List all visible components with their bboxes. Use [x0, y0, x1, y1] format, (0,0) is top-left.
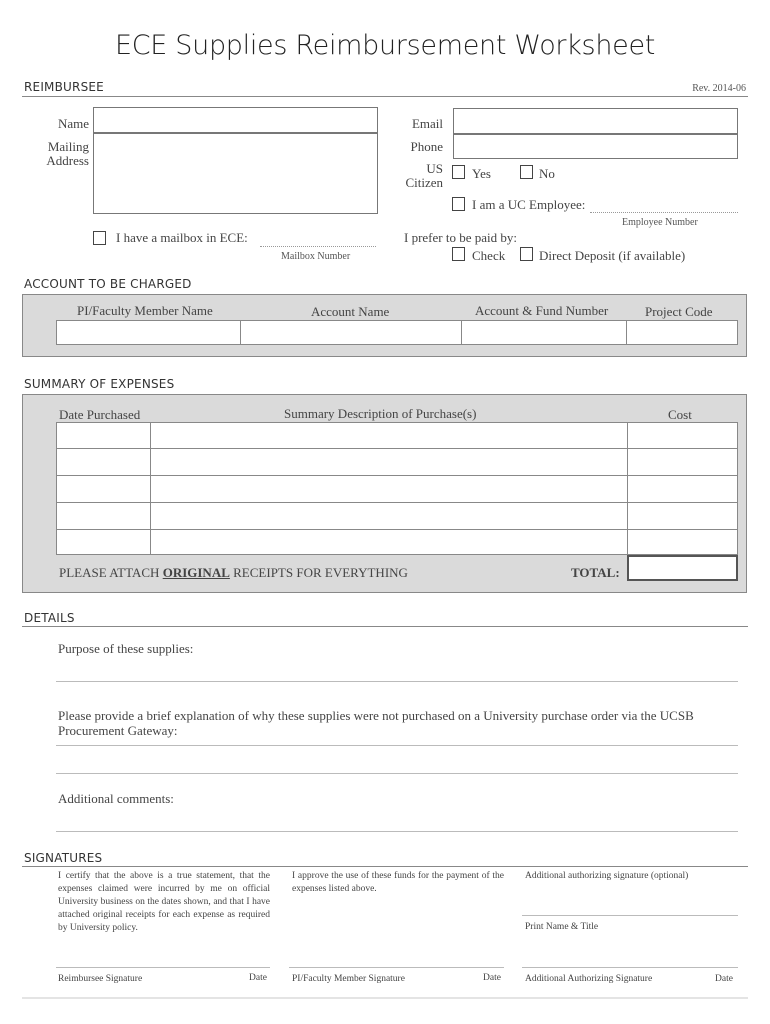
employee-number-label: Employee Number	[622, 217, 698, 228]
expense-description-field[interactable]	[150, 475, 628, 503]
print-name-label: Print Name & Title	[525, 922, 599, 932]
expense-description-field[interactable]	[150, 529, 628, 555]
reimbursee-heading: REIMBURSEE	[24, 80, 104, 94]
check-checkbox[interactable]	[452, 247, 465, 261]
additional-date-label: Date	[715, 974, 733, 984]
expense-cost-field[interactable]	[627, 502, 738, 530]
pi-date-label: Date	[483, 973, 501, 983]
expense-cost-field[interactable]	[627, 475, 738, 503]
footer-divider	[22, 997, 748, 999]
pi-signature-line[interactable]	[289, 967, 504, 968]
mailbox-number-label: Mailbox Number	[281, 251, 351, 262]
expense-cost-field[interactable]	[627, 422, 738, 449]
email-field[interactable]	[453, 108, 738, 134]
comments-line[interactable]	[56, 831, 738, 832]
citizen-no-label: No	[539, 166, 555, 181]
details-divider	[22, 626, 748, 627]
expense-date-field[interactable]	[56, 422, 151, 449]
pi-signature-label: PI/Faculty Member Signature	[292, 974, 405, 984]
expense-date-field[interactable]	[56, 529, 151, 555]
reimbursee-date-label: Date	[249, 973, 267, 983]
purpose-line[interactable]	[56, 681, 738, 682]
account-col-fund: Account & Fund Number	[475, 303, 609, 318]
mailbox-label: I have a mailbox in ECE:	[116, 230, 248, 245]
expenses-col-cost: Cost	[668, 407, 692, 422]
attach-suffix: RECEIPTS FOR EVERYTHING	[229, 565, 408, 580]
direct-deposit-label: Direct Deposit (if available)	[539, 248, 686, 263]
signatures-heading: SIGNATURES	[24, 851, 103, 865]
explanation-line-1[interactable]	[56, 745, 738, 746]
phone-label: Phone	[410, 139, 443, 154]
mailing-address-field[interactable]	[93, 133, 378, 214]
name-label: Name	[57, 116, 89, 131]
expenses-heading: SUMMARY OF EXPENSES	[24, 377, 175, 391]
mailing-label-2: Address	[46, 153, 89, 168]
print-name-line[interactable]	[522, 915, 738, 916]
uc-employee-label: I am a UC Employee:	[472, 197, 586, 212]
pi-name-field[interactable]	[56, 320, 241, 345]
page-title: ECE Supplies Reimbursement Worksheet	[114, 30, 656, 61]
citizen-no-checkbox[interactable]	[520, 165, 533, 179]
account-heading: ACCOUNT TO BE CHARGED	[24, 277, 192, 291]
expense-date-field[interactable]	[56, 475, 151, 503]
certify-text: I certify that the above is a true statement, that the expenses claimed were incurred by me on official University business on the dates shown, and that I have attached original receipts for each expense as required by University policy.	[58, 871, 270, 933]
citizen-yes-label: Yes	[472, 166, 491, 181]
mailbox-number-line[interactable]	[260, 246, 376, 247]
project-code-field[interactable]	[626, 320, 738, 345]
explanation-line-2[interactable]	[56, 773, 738, 774]
uc-employee-checkbox[interactable]	[452, 197, 465, 211]
explanation-label: Please provide a brief explanation of why these supplies were not purchased on a University purchase order via the UCSB Procurement Gateway:	[58, 708, 694, 738]
attach-emphasis: ORIGINAL	[162, 565, 230, 580]
purpose-label: Purpose of these supplies:	[58, 641, 194, 656]
attach-receipts-note	[59, 565, 408, 581]
expense-description-field[interactable]	[150, 448, 628, 476]
additional-signature-line[interactable]	[522, 967, 738, 968]
comments-label: Additional comments:	[58, 791, 174, 806]
citizen-yes-checkbox[interactable]	[452, 165, 465, 179]
phone-field[interactable]	[453, 134, 738, 159]
email-label: Email	[411, 116, 443, 131]
account-col-project: Project Code	[645, 304, 713, 319]
expense-date-field[interactable]	[56, 448, 151, 476]
account-name-field[interactable]	[240, 320, 462, 345]
expense-cost-field[interactable]	[627, 529, 738, 555]
expense-date-field[interactable]	[56, 502, 151, 530]
attach-prefix: PLEASE ATTACH	[59, 565, 163, 580]
expense-cost-field[interactable]	[627, 448, 738, 476]
reimbursee-signature-label: Reimbursee Signature	[58, 974, 143, 984]
total-label: TOTAL:	[571, 565, 620, 580]
expense-description-field[interactable]	[150, 422, 628, 449]
mailbox-checkbox[interactable]	[93, 231, 106, 245]
account-col-name: Account Name	[311, 304, 390, 319]
us-label: US	[426, 161, 443, 176]
additional-signature-label: Additional Authorizing Signature	[525, 974, 653, 984]
citizen-label: Citizen	[405, 175, 443, 190]
revision-label: Rev. 2014-06	[692, 83, 746, 94]
signatures-divider	[22, 866, 748, 867]
employee-number-line[interactable]	[590, 212, 738, 213]
expenses-col-date: Date Purchased	[59, 407, 141, 422]
check-label: Check	[472, 248, 506, 263]
direct-deposit-checkbox[interactable]	[520, 247, 533, 261]
approve-text: I approve the use of these funds for the payment of the expenses listed above.	[292, 871, 504, 894]
reimbursee-signature-line[interactable]	[56, 967, 270, 968]
account-fund-field[interactable]	[461, 320, 627, 345]
name-field[interactable]	[93, 107, 378, 133]
paid-by-label: I prefer to be paid by:	[404, 230, 517, 245]
account-col-pi: PI/Faculty Member Name	[77, 303, 213, 318]
mailing-label-1: Mailing	[47, 139, 89, 154]
additional-optional-label: Additional authorizing signature (optional)	[525, 871, 689, 881]
total-field[interactable]	[627, 555, 738, 581]
expense-description-field[interactable]	[150, 502, 628, 530]
reimbursee-divider	[22, 96, 748, 97]
details-heading: DETAILS	[24, 611, 75, 625]
expenses-col-description: Summary Description of Purchase(s)	[284, 406, 477, 421]
